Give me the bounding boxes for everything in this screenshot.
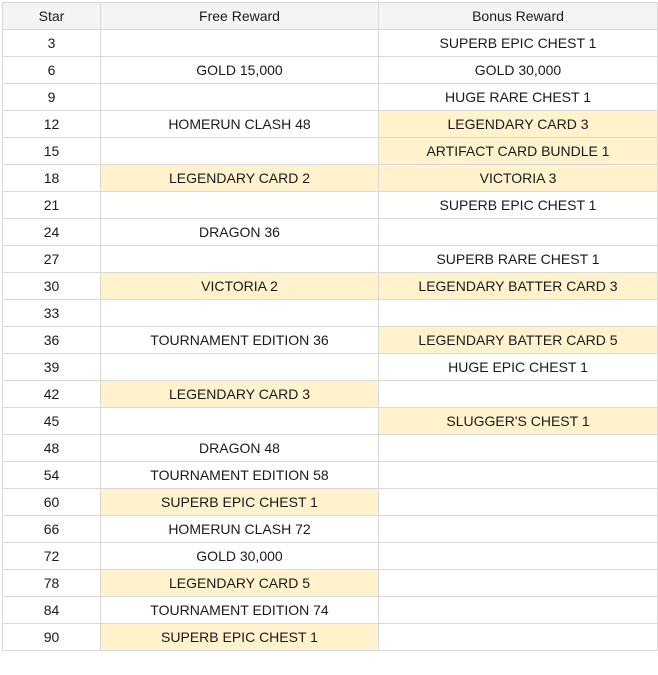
table-row xyxy=(3,192,658,219)
free-reward-cell xyxy=(101,138,379,165)
rewards-table xyxy=(2,2,658,651)
table-row xyxy=(3,300,658,327)
table-row xyxy=(3,138,658,165)
free-reward-cell: TOURNAMENT EDITION 74 xyxy=(101,597,379,624)
star-cell: 9 xyxy=(3,84,101,111)
table-row xyxy=(3,327,658,354)
bonus-reward-cell xyxy=(379,597,658,624)
bonus-reward-cell xyxy=(379,516,658,543)
table-row xyxy=(3,219,658,246)
free-reward-cell: DRAGON 48 xyxy=(101,435,379,462)
table-row xyxy=(3,570,658,597)
star-cell: 72 xyxy=(3,543,101,570)
star-cell: 18 xyxy=(3,165,101,192)
header-row xyxy=(3,3,658,30)
header-free-reward: Free Reward xyxy=(101,3,379,30)
star-cell: 48 xyxy=(3,435,101,462)
bonus-reward-cell xyxy=(379,543,658,570)
bonus-reward-cell: HUGE RARE CHEST 1 xyxy=(379,84,658,111)
free-reward-cell xyxy=(101,354,379,381)
star-cell: 36 xyxy=(3,327,101,354)
free-reward-cell: DRAGON 36 xyxy=(101,219,379,246)
free-reward-cell: GOLD 15,000 xyxy=(101,57,379,84)
free-reward-cell xyxy=(101,408,379,435)
star-cell: 15 xyxy=(3,138,101,165)
free-reward-cell: LEGENDARY CARD 2 xyxy=(101,165,379,192)
star-cell: 90 xyxy=(3,624,101,651)
free-reward-cell: SUPERB EPIC CHEST 1 xyxy=(101,489,379,516)
bonus-reward-cell: SUPERB EPIC CHEST 1 xyxy=(379,30,658,57)
bonus-reward-cell xyxy=(379,435,658,462)
star-cell: 3 xyxy=(3,30,101,57)
table-row xyxy=(3,597,658,624)
free-reward-cell: HOMERUN CLASH 72 xyxy=(101,516,379,543)
star-cell: 78 xyxy=(3,570,101,597)
star-cell: 66 xyxy=(3,516,101,543)
free-reward-cell xyxy=(101,300,379,327)
table-row xyxy=(3,30,658,57)
star-cell: 6 xyxy=(3,57,101,84)
table-row xyxy=(3,462,658,489)
table-row xyxy=(3,516,658,543)
bonus-reward-cell xyxy=(379,570,658,597)
free-reward-cell: LEGENDARY CARD 3 xyxy=(101,381,379,408)
free-reward-cell: HOMERUN CLASH 48 xyxy=(101,111,379,138)
star-cell: 12 xyxy=(3,111,101,138)
table-row xyxy=(3,57,658,84)
bonus-reward-cell: SLUGGER'S CHEST 1 xyxy=(379,408,658,435)
table-row xyxy=(3,354,658,381)
bonus-reward-cell: HUGE EPIC CHEST 1 xyxy=(379,354,658,381)
free-reward-cell xyxy=(101,192,379,219)
table-row xyxy=(3,408,658,435)
star-cell: 33 xyxy=(3,300,101,327)
free-reward-cell: TOURNAMENT EDITION 36 xyxy=(101,327,379,354)
star-cell: 21 xyxy=(3,192,101,219)
free-reward-cell xyxy=(101,246,379,273)
table-row xyxy=(3,543,658,570)
table-row xyxy=(3,111,658,138)
star-cell: 54 xyxy=(3,462,101,489)
table-row xyxy=(3,489,658,516)
free-reward-cell xyxy=(101,30,379,57)
bonus-reward-cell xyxy=(379,381,658,408)
free-reward-cell: SUPERB EPIC CHEST 1 xyxy=(101,624,379,651)
bonus-reward-cell xyxy=(379,462,658,489)
table-row xyxy=(3,273,658,300)
table-body xyxy=(3,30,658,651)
bonus-reward-cell xyxy=(379,624,658,651)
bonus-reward-cell: ARTIFACT CARD BUNDLE 1 xyxy=(379,138,658,165)
free-reward-cell: VICTORIA 2 xyxy=(101,273,379,300)
table-row xyxy=(3,381,658,408)
bonus-reward-cell xyxy=(379,489,658,516)
bonus-reward-cell xyxy=(379,300,658,327)
star-cell: 24 xyxy=(3,219,101,246)
star-cell: 30 xyxy=(3,273,101,300)
header-bonus-reward: Bonus Reward xyxy=(379,3,658,30)
table-row xyxy=(3,84,658,111)
star-cell: 84 xyxy=(3,597,101,624)
bonus-reward-cell: LEGENDARY BATTER CARD 3 xyxy=(379,273,658,300)
table-row xyxy=(3,435,658,462)
table-row xyxy=(3,246,658,273)
star-cell: 39 xyxy=(3,354,101,381)
bonus-reward-cell: LEGENDARY CARD 3 xyxy=(379,111,658,138)
table-row xyxy=(3,165,658,192)
star-cell: 60 xyxy=(3,489,101,516)
bonus-reward-cell: GOLD 30,000 xyxy=(379,57,658,84)
free-reward-cell: GOLD 30,000 xyxy=(101,543,379,570)
table-row xyxy=(3,624,658,651)
star-cell: 42 xyxy=(3,381,101,408)
bonus-reward-cell xyxy=(379,219,658,246)
table-header xyxy=(3,3,658,30)
free-reward-cell: TOURNAMENT EDITION 58 xyxy=(101,462,379,489)
bonus-reward-cell: SUPERB RARE CHEST 1 xyxy=(379,246,658,273)
star-cell: 27 xyxy=(3,246,101,273)
header-star: Star xyxy=(3,3,101,30)
bonus-reward-cell: LEGENDARY BATTER CARD 5 xyxy=(379,327,658,354)
star-cell: 45 xyxy=(3,408,101,435)
bonus-reward-cell: VICTORIA 3 xyxy=(379,165,658,192)
bonus-reward-cell: SUPERB EPIC CHEST 1 xyxy=(379,192,658,219)
free-reward-cell xyxy=(101,84,379,111)
free-reward-cell: LEGENDARY CARD 5 xyxy=(101,570,379,597)
